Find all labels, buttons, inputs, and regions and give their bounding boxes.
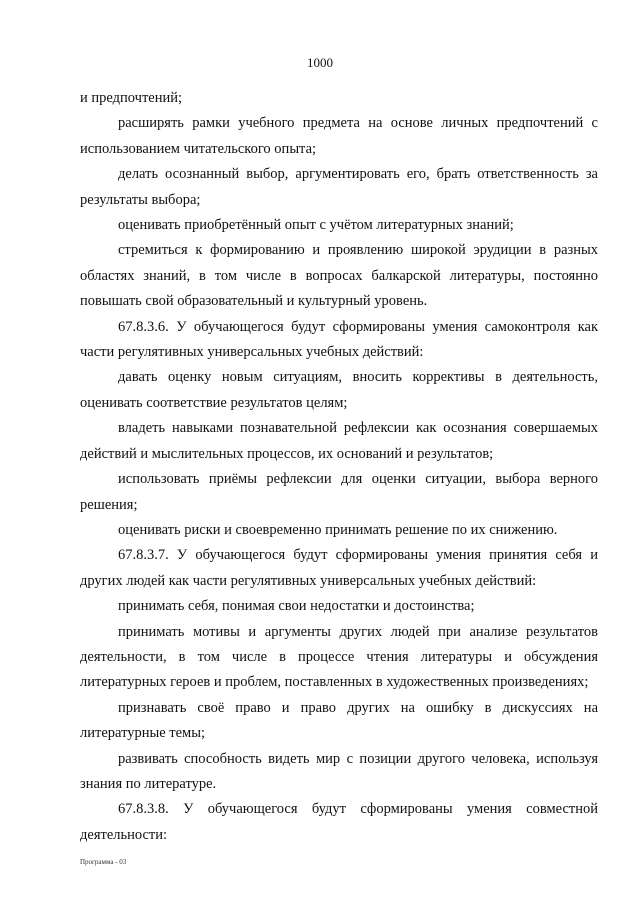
paragraph: принимать мотивы и аргументы других людей при анализе результатов деятельности, в том числе в процессе чтения литературы и обсуждения литературных героев и проблем, поставленных в художественных произведениях; <box>80 623 598 691</box>
paragraph: оценивать риски и своевременно принимать решение по их снижению. <box>118 521 558 538</box>
section-heading-paragraph: 67.8.3.6. У обучающегося будут сформированы умения самоконтроля как части регулятивных универсальных учебных действий: <box>80 318 598 361</box>
document-body <box>80 86 598 848</box>
paragraph: признавать своё право и право других на ошибку в дискуссиях на литературные темы; <box>80 699 598 742</box>
paragraph: стремиться к формированию и проявлению широкой эрудиции в разных областях знаний, в том числе в вопросах балкарской литературы, постоянно повышать свой образовательный и культурный уровень. <box>80 242 598 310</box>
paragraph: развивать способность видеть мир с позиции другого человека, используя знания по литературе. <box>80 750 598 792</box>
paragraph: расширять рамки учебного предмета на основе личных предпочтений с использованием читательского опыта; <box>80 115 598 157</box>
paragraph: делать осознанный выбор, аргументировать его, брать ответственность за результаты выбора; <box>80 166 598 208</box>
paragraph: использовать приёмы рефлексии для оценки ситуации, выбора верного решения; <box>80 471 598 513</box>
paragraph: принимать себя, понимая свои недостатки и достоинства; <box>118 598 475 615</box>
paragraph: и предпочтений; <box>80 90 183 106</box>
page-footer: Программа - 03 <box>80 858 127 866</box>
paragraph: давать оценку новым ситуациям, вносить коррективы в деятельность, оценивать соответствие результатов целям; <box>80 369 598 411</box>
page-number: 1000 <box>307 55 333 70</box>
paragraph: владеть навыками познавательной рефлексии как осознания совершаемых действий и мыслительных процессов, их оснований и результатов; <box>80 420 598 462</box>
section-heading-paragraph: 67.8.3.7. У обучающегося будут сформированы умения принятия себя и других людей как части регулятивных универсальных учебных действий: <box>80 547 598 589</box>
paragraph: оценивать приобретённый опыт с учётом литературных знаний; <box>118 217 514 234</box>
section-heading-paragraph: 67.8.3.8. У обучающегося будут сформированы умения совместной деятельности: <box>80 801 598 843</box>
